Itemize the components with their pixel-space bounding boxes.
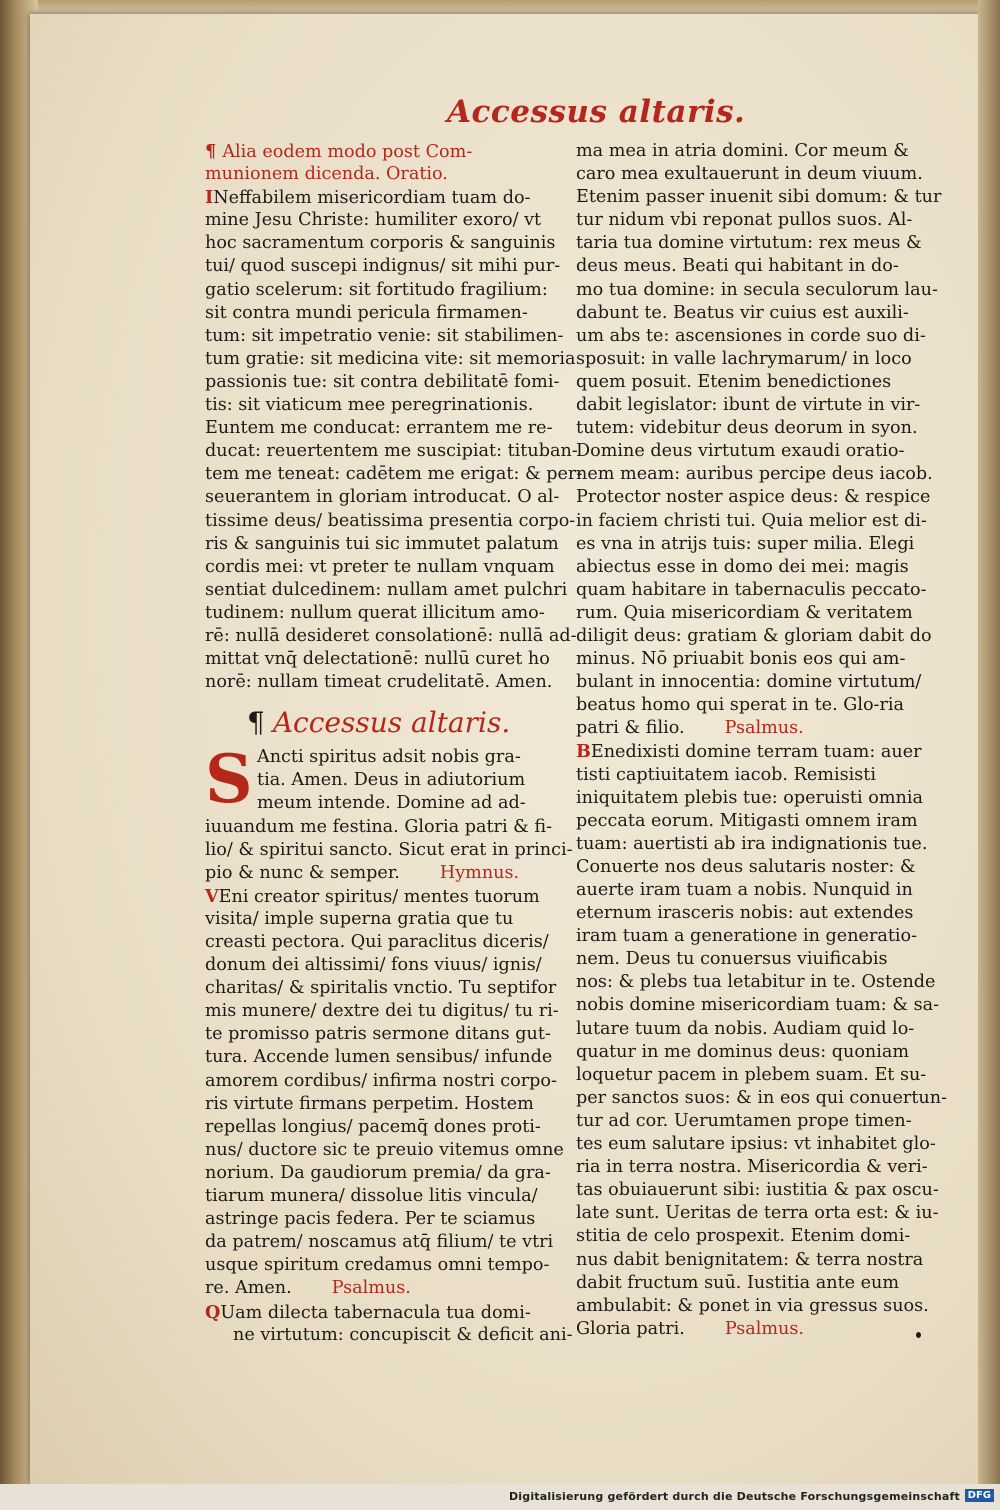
text-line [205,1000,565,1023]
line-text: iniquitatem plebis tue: operuisti omnia [576,787,923,808]
line-text: nobis domine misericordiam tuam: & sa- [576,995,940,1016]
line-text: rum. Quia misericordiam & veritatem [576,602,913,623]
text-line [205,1093,565,1116]
line-text: sentiat dulcedinem: nullam amet pulchri [205,579,568,600]
line-text: sposuit: in valle lachrymarum/ in loco [576,348,912,369]
text-line [205,486,565,509]
text-line [205,140,565,163]
text-line [576,764,931,787]
text-line [205,625,577,648]
line-text: te promisso patris sermone ditans gut- [205,1024,551,1045]
line-text: cordis mei: vt preter te nullam vnquam [205,556,555,577]
line-text: quem posuit. Etenim benedictiones [576,371,892,392]
text-line [576,1156,931,1179]
rubricated-initial: Q [205,1301,221,1323]
line-text: tutem: videbitur deus deorum in syon. [576,418,918,439]
text-line [205,1208,565,1231]
text-line [205,1116,565,1139]
text-line [576,902,931,925]
text-line [205,510,576,533]
text-line [205,769,565,792]
line-text: dabit fructum suū. Iustitia ante eum [576,1272,900,1293]
line-text: tum gratie: sit medicina vite: sit memoria [205,348,576,369]
rubricated-initial: I [205,187,214,209]
line-text: nus dabit benignitatem: & terra nostra [576,1249,924,1270]
text-line [576,533,931,556]
line-text: tes eum salutare ipsius: vt inhabitet glo- [576,1134,936,1155]
line-text: lio/ & spiritui sancto. Sicut erat in princi- [205,839,573,860]
line-text: eternum irasceris nobis: aut extendes [576,903,914,924]
line-text: tur ad cor. Uerumtamen prope timen- [576,1110,912,1131]
line-text: tur nidum vbi reponat pullos suos. Al- [576,210,913,231]
text-line [576,232,931,255]
text-line [576,1018,931,1041]
line-text: repellas longius/ pacemq̄ dones proti- [205,1116,541,1137]
line-text: es vna in atrijs tuis: super milia. Elegi [576,533,915,554]
text-line [205,163,565,186]
line-text: iram tuam a generatione in generatio- [576,926,918,947]
line-text: passionis tue: sit contra debilitatē fomi- [205,371,560,392]
text-line [576,1318,931,1341]
text-line [576,810,931,833]
text-line [576,856,931,879]
text-line [576,1041,931,1064]
text-line [205,816,565,839]
text-line [205,463,583,486]
line-text: taria tua domine virtutum: rex meus & [576,233,922,254]
line-text: astringe pacis federa. Per te sciamus [205,1209,536,1230]
text-line [205,1231,565,1254]
line-text: Conuerte nos deus salutaris noster: & [576,856,916,877]
text-line [576,579,931,602]
text-line [576,717,931,740]
left-column [205,140,583,1347]
line-text: mine Jesu Christe: humiliter exoro/ vt [205,210,542,231]
line-text: tia. Amen. Deus in adiutorium [257,770,526,791]
line-text: tudinem: nullum querat illicitum amo- [205,602,545,623]
text-line [205,1162,565,1185]
text-line [205,325,565,348]
text-line [576,302,931,325]
line-text: beatus homo qui sperat in te. Glo-ria [576,695,905,716]
text-line [205,1023,565,1046]
line-text: quatur in me dominus deus: quoniam [576,1041,910,1062]
rubricated-initial: V [205,885,219,907]
line-text: tum: sit impetratio venie: sit stabilimen- [205,325,564,346]
text-line [576,694,931,717]
line-text: patri & filio. [576,718,685,739]
line-text: tuam: auertisti ab ira indignationis tue. [576,833,928,854]
text-line [576,556,931,579]
line-text: tissime deus/ beatissima presentia corpo- [205,510,576,531]
line-text: seuerantem in gloriam introducat. O al- [205,487,560,508]
line-text: visita/ imple superna gratia que tu [205,908,514,929]
text-line [576,1087,948,1110]
text-line [205,1254,565,1277]
text-line [205,232,565,255]
text-line [576,255,931,278]
line-text: Enedixisti domine terram tuam: auer [590,742,922,763]
line-text: sit contra mundi pericula firmamen- [205,302,528,323]
line-text: peccata eorum. Mitigasti omnem iram [576,810,918,831]
text-line [576,625,931,648]
text-line [576,463,931,486]
rubric-label: Hymnus. [439,862,520,883]
line-text: re. Amen. [205,1278,292,1299]
line-text: gatio scelerum: sit fortitudo fragilium: [205,279,548,300]
text-line [205,862,565,885]
line-text: lutare tuum da nobis. Audiam quid lo- [576,1018,915,1039]
text-line [205,302,565,325]
text-line [576,925,931,948]
text-line [576,879,931,902]
text-line [205,209,565,232]
text-line [205,931,565,954]
section-heading [247,700,565,746]
rubricated-initial: B [576,741,591,763]
line-text: deus meus. Beati qui habitant in do- [576,256,899,277]
text-line [576,833,931,856]
line-text: nus/ ductore sic te preuio vitemus omne [205,1139,564,1160]
text-line [576,1179,939,1202]
line-text: abiectus esse in domo dei mei: magis [576,556,909,577]
text-line [576,1202,939,1225]
text-line [576,1272,931,1295]
line-text: Ancti spiritus adsit nobis gra- [257,747,521,768]
line-text: tas obuiauerunt sibi: iustitia & pax oscu- [576,1180,939,1201]
line-text: ria in terra nostra. Misericordia & veri- [576,1157,928,1178]
text-line [576,325,931,348]
line-text: hoc sacramentum corporis & sanguinis [205,233,556,254]
line-text: nem. Deus tu conuersus viuificabis [576,949,888,970]
line-text: charitas/ & spiritalis vnctio. Tu septifor [205,978,557,999]
line-text: nem meam: auribus percipe deus iacob. [576,464,933,485]
footer-credit: Digitalisierung gefördert durch die Deutsche Forschungsgemeinschaft [508,1490,960,1503]
line-text: iuuandum me festina. Gloria patri & fi- [205,816,553,837]
text-line [576,1064,931,1087]
text-line [205,371,565,394]
section-heading-text: Accessus altaris. [272,706,511,740]
text-line [205,1277,565,1300]
line-text: tura. Accende lumen sensibus/ infunde [205,1047,553,1068]
line-text: ma mea in atria domini. Cor meum & [576,141,909,161]
line-text: Uam dilecta tabernacula tua domi- [220,1302,531,1323]
line-text: rē: nullā desideret consolationē: nullā ad- [205,625,577,646]
illuminated-initial: S [205,740,253,819]
text-line [576,486,931,509]
line-text: dabunt te. Beatus vir cuius est auxili- [576,302,909,323]
line-text: norē: nullam timeat crudelitatē. Amen. [205,672,553,693]
line-text: meum intende. Domine ad ad- [257,793,526,814]
line-text: mittat vnq̄ delectationē: nullū curet ho [205,649,550,670]
text-line [205,556,565,579]
text-line [576,740,931,763]
ink-dot [916,1332,921,1338]
line-text: tem me teneat: cadētem me erigat: & per- [205,464,583,485]
text-line [576,994,940,1017]
line-text: donum dei altissimi/ fons viuus/ ignis/ [205,955,542,976]
line-text: Etenim passer inuenit sibi domum: & tur [576,187,942,208]
text-line [576,602,931,625]
line-text: caro mea exultauerunt in deum viuum. [576,164,923,185]
text-line [576,440,931,463]
line-text: tis: sit viaticum mee peregrinationis. [205,395,534,416]
text-line [205,1139,565,1162]
footer-bar [0,1484,1000,1510]
text-line [576,510,931,533]
line-text: mo tua domine: in secula seculorum lau- [576,279,938,300]
line-text: usque spiritum credamus omni tempo- [205,1255,550,1276]
text-line [205,885,565,908]
line-text: da patrem/ noscamus atq̄ filium/ te vtri [205,1232,554,1253]
text-line [576,787,931,810]
text-line [205,746,565,769]
hymn-block [205,740,573,1346]
line-text: mis munere/ dextre dei tu digitus/ tu ri- [205,1001,559,1022]
line-text: pio & nunc & semper. [205,862,400,883]
line-text: Alia eodem modo post Com- [222,142,473,162]
line-text: auerte iram tuam a nobis. Nunquid in [576,880,913,900]
text-line [576,1110,931,1133]
line-text: ducat: reuertentem me suscipiat: tituban- [205,441,578,462]
pilcrow-mark: ¶ [247,706,265,740]
dfg-logo: DFG [965,1489,994,1502]
line-text: in faciem christi tui. Quia melior est di- [576,510,927,531]
right-column [576,140,948,1341]
text-line [205,977,565,1000]
rubric-label: Psalmus. [724,1318,805,1339]
line-text: munionem dicenda. Oratio. [205,164,448,185]
text-line [205,954,565,977]
text-line [576,209,931,232]
line-text: um abs te: ascensiones in corde suo di- [576,325,926,346]
text-line [576,971,936,994]
text-line [205,1301,565,1324]
text-line [205,1070,565,1093]
line-text: nos: & plebs tua letabitur in te. Ostende [576,972,936,993]
text-line [576,948,931,971]
pilcrow-mark: ¶ [205,141,223,162]
line-text: ambulabit: & ponet in via gressus suos. [576,1295,929,1316]
rubric-label: Psalmus. [331,1278,411,1299]
text-line [205,1185,565,1208]
line-text: Euntem me conducat: errantem me re- [205,418,553,439]
line-text: norium. Da gaudiorum premia/ da gra- [205,1162,551,1183]
text-line [205,394,565,417]
line-text: Gloria patri. [576,1318,685,1339]
line-text: late sunt. Ueritas de terra orta est: & iu- [576,1203,939,1224]
text-line [205,671,565,694]
line-text: Protector noster aspice deus: & respice [576,487,931,508]
text-line [576,186,942,209]
line-text: tiarum munera/ dissolue litis vincula/ [205,1186,538,1207]
text-line [576,163,931,186]
line-text: ne virtutum: concupiscit & deficit ani- [233,1324,573,1345]
line-text: diligit deus: gratiam & gloriam dabit do [576,625,932,646]
text-line [205,417,565,440]
line-text: ris & sanguinis tui sic immutet palatum [205,533,559,554]
text-line [576,279,938,302]
text-line [205,440,578,463]
text-line [576,1249,931,1272]
line-text: tisti captiuitatem iacob. Remisisti [576,764,876,785]
text-line [576,417,931,440]
text-line [205,602,565,625]
line-text: ris virtute firmans perpetim. Hostem [205,1093,534,1114]
line-text: stitia de celo prospexit. Etenim domi- [576,1226,911,1247]
text-line [576,371,931,394]
line-text: Eni creator spiritus/ mentes tuorum [218,886,540,907]
text-line [576,1133,936,1156]
line-text: loquetur pacem in plebem suam. Et su- [576,1064,927,1085]
text-line [576,671,931,694]
text-line [205,579,568,602]
text-line [205,279,565,302]
line-text: tui/ quod suscepi indignus/ sit mihi pur- [205,256,561,277]
text-line [205,792,565,815]
text-line [205,839,573,862]
text-line [576,1225,931,1248]
text-line [576,140,931,163]
text-line [205,1046,565,1069]
text-line [576,394,931,417]
line-text: minus. Nō priuabit bonis eos qui am- [576,649,906,670]
text-line [576,1295,931,1318]
text-line [576,348,931,371]
line-text: per sanctos suos: & in eos qui conuertun- [576,1087,948,1108]
page-right-edge [978,0,1000,1510]
line-text: Domine deus virtutum exaudi oratio- [576,441,905,462]
text-line [205,1324,573,1347]
text-line [205,533,565,556]
text-line [205,908,565,931]
line-text: Neffabilem misericordiam tuam do- [213,188,531,209]
line-text: bulant in innocentia: domine virtutum/ [576,672,922,693]
rubric-label: Psalmus. [724,718,804,739]
text-line [576,648,931,671]
line-text: amorem cordibus/ infirma nostri corpo- [205,1070,557,1091]
text-line [205,648,565,671]
text-line [205,186,565,209]
text-line [205,255,565,278]
line-text: quam habitare in tabernaculis peccato- [576,579,927,600]
text-line [205,348,576,371]
line-text: creasti pectora. Qui paraclitus diceris/ [205,932,549,952]
running-title: Accessus altaris. [447,94,746,130]
line-text: dabit legislator: ibunt de virtute in vir- [576,395,921,416]
